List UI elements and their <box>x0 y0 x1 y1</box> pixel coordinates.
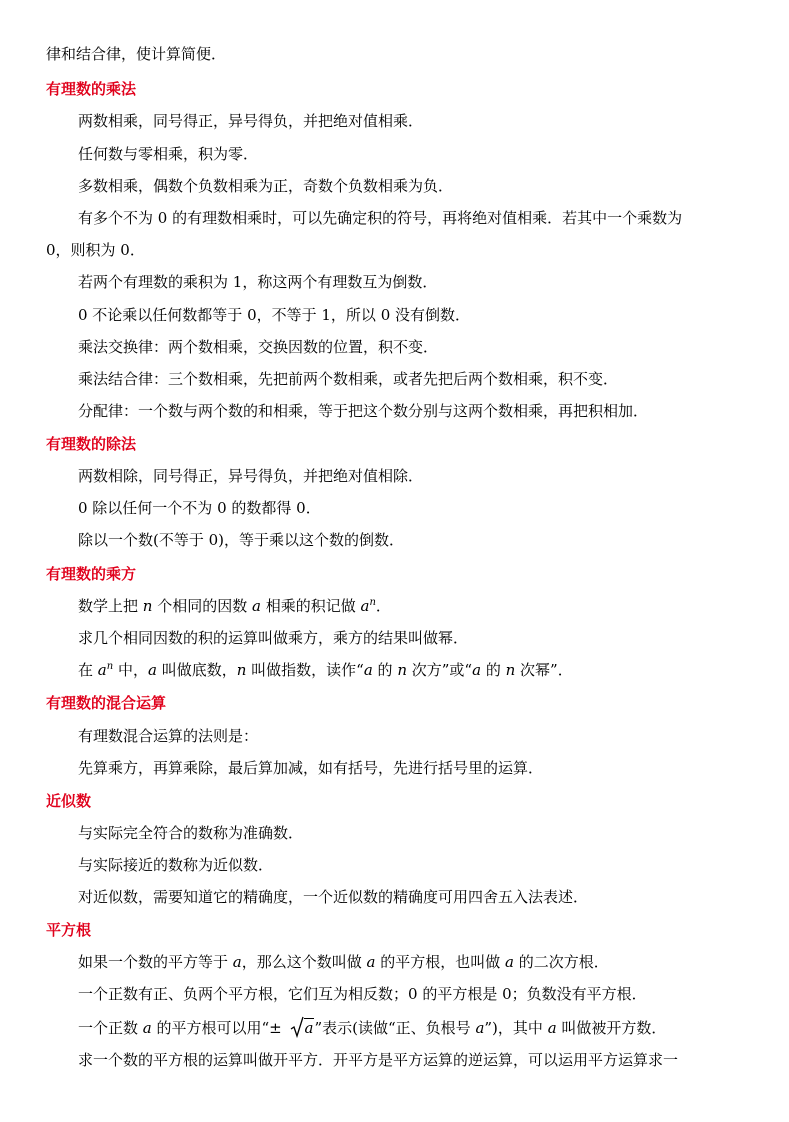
section-heading-division: 有理数的除法 <box>46 435 137 453</box>
paragraph: 与实际接近的数称为近似数． <box>78 856 274 874</box>
paragraph: 在 $a^n$ 中，a 叫做底数，n 叫做指数，读作“a 的 n 次方”或“a 的 n 次幂”． <box>78 661 573 679</box>
section-heading-multiplication: 有理数的乘法 <box>46 80 137 98</box>
paragraph: 求几个相同因数的积的运算叫做乘方，乘方的结果叫做幂． <box>78 629 469 647</box>
section-heading-square-root: 平方根 <box>46 921 92 939</box>
paragraph: 对近似数，需要知道它的精确度，一个近似数的精确度可用四舍五入法表述． <box>78 888 589 906</box>
section-heading-approximate-numbers: 近似数 <box>46 792 92 810</box>
paragraph: 与实际完全符合的数称为准确数． <box>78 824 304 842</box>
paragraph: 两数相乘，同号得正，异号得负，并把绝对值相乘． <box>78 112 424 130</box>
paragraph: 先算乘方，再算乘除，最后算加减，如有括号，先进行括号里的运算． <box>78 759 544 777</box>
paragraph: 乘法结合律：三个数相乘，先把前两个数相乘，或者先把后两个数相乘，积不变． <box>78 370 619 388</box>
paragraph: 0 除以任何一个不为 0 的数都得 0． <box>78 499 321 517</box>
continued-text: 律和结合律，使计算简便． <box>46 45 227 63</box>
paragraph: 分配律：一个数与两个数的和相乘，等于把这个数分别与这两个数相乘，再把积相加． <box>78 402 649 420</box>
paragraph-continuation: 0，则积为 0． <box>46 241 145 259</box>
section-heading-mixed-operations: 有理数的混合运算 <box>46 694 167 712</box>
paragraph: 若两个有理数的乘积为 1，称这两个有理数互为倒数． <box>78 273 438 291</box>
paragraph: 如果一个数的平方等于 a，那么这个数叫做 a 的平方根，也叫做 a 的二次方根． <box>78 953 609 971</box>
section-heading-power: 有理数的乘方 <box>46 565 137 583</box>
paragraph: 一个正数 a 的平方根可以用“± a”表示(读做“正、负根号 a”)，其中 a 叫做被开方数． <box>78 1019 667 1037</box>
paragraph: 有多个不为 0 的有理数相乘时，可以先确定积的符号，再将绝对值相乘．若其中一个乘数为 <box>78 209 683 227</box>
paragraph: 求一个数的平方根的运算叫做开平方．开平方是平方运算的逆运算，可以运用平方运算求一 <box>78 1051 679 1069</box>
paragraph: 任何数与零相乘，积为零． <box>78 145 259 163</box>
paragraph: 一个正数有正、负两个平方根，它们互为相反数；0 的平方根是 0；负数没有平方根． <box>78 985 647 1003</box>
paragraph: 多数相乘，偶数个负数相乘为正，奇数个负数相乘为负． <box>78 177 454 195</box>
paragraph: 0 不论乘以任何数都等于 0，不等于 1，所以 0 没有倒数． <box>78 306 471 324</box>
paragraph: 有理数混合运算的法则是： <box>78 727 259 745</box>
paragraph: 两数相除，同号得正，异号得负，并把绝对值相除． <box>78 467 424 485</box>
paragraph: 数学上把 n 个相同的因数 a 相乘的积记做 $a^n$． <box>78 597 391 615</box>
paragraph: 乘法交换律：两个数相乘，交换因数的位置，积不变． <box>78 338 439 356</box>
paragraph: 除以一个数(不等于 0)，等于乘以这个数的倒数． <box>78 531 405 549</box>
square-root-sign: a <box>290 1018 315 1038</box>
